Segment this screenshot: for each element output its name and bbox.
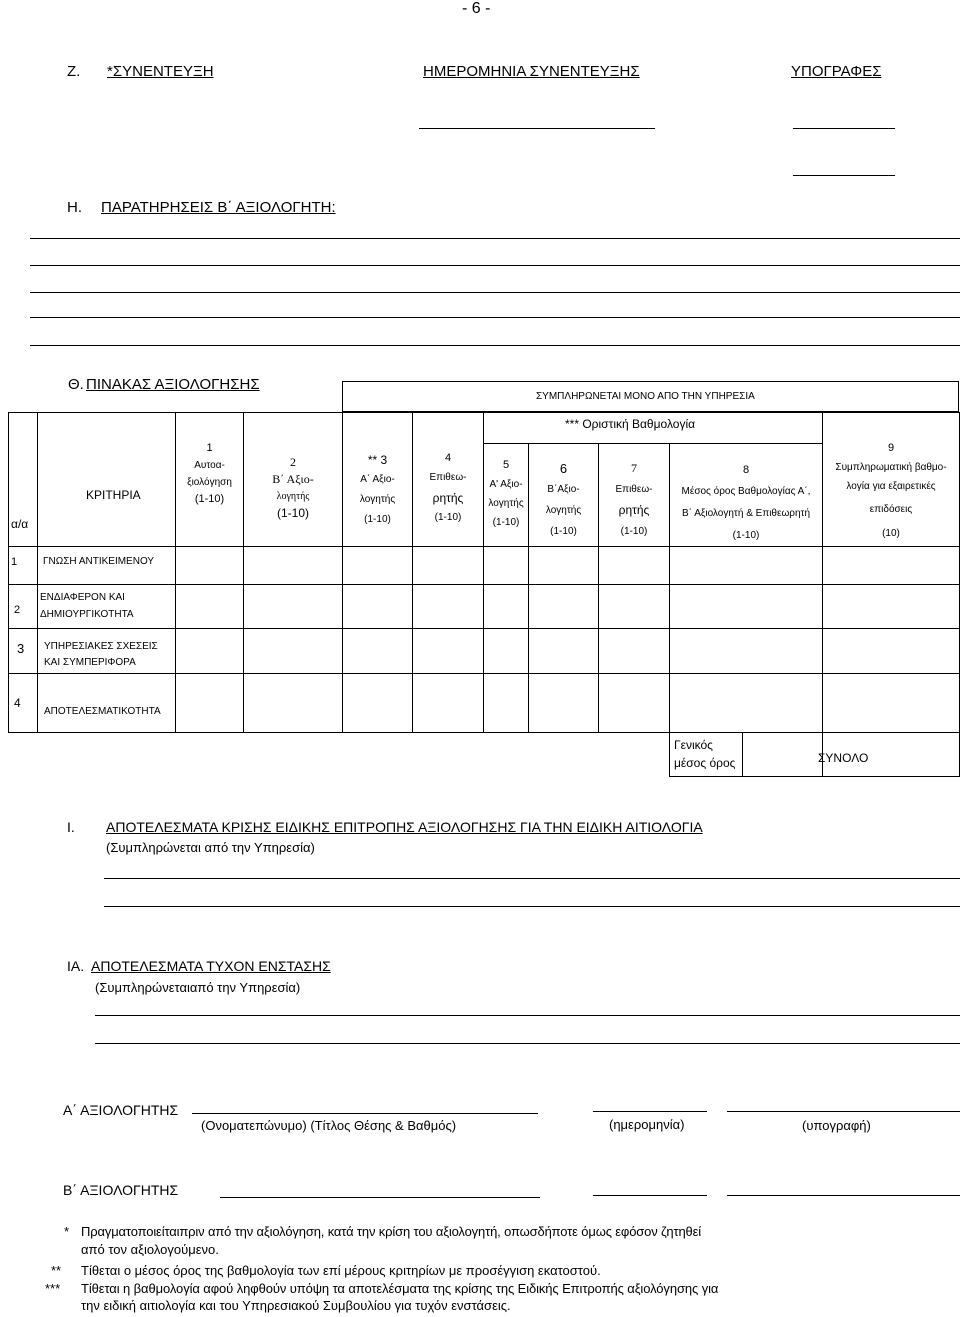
col5-header: 5 Α' Αξιο- λογητής (1-10) (488, 459, 524, 528)
row-4-label: ΑΠΟΤΕΛΕΣΜΑΤΙΚΟΤΗΤΑ (44, 706, 161, 717)
row-3-number: 3 (17, 641, 25, 656)
col1-header: 1 Αυτοα- ξιολόγηση (1-10) (187, 442, 232, 505)
col7-header: 7 Επιθεω- ρητής (1-10) (615, 461, 653, 537)
remarks-line-1[interactable] (30, 238, 960, 239)
evaluator-a-name-line[interactable] (192, 1113, 538, 1114)
row-1-label: ΓΝΩΣΗ ΑΝΤΙΚΕΙΜΕΝΟΥ (43, 556, 155, 567)
col2-header: 2 Β΄ Αξιο- λογητής (1-10) (272, 455, 314, 520)
objection-heading: ΑΠΟΤΕΛΕΣΜΑΤΑ ΤΥΧΟΝ ΕΝΣΤΑΣΗΣ (91, 958, 331, 974)
objection-line-1[interactable] (95, 1015, 960, 1016)
special-committee-note: (Συμπληρώνεται από την Υπηρεσία) (106, 840, 315, 855)
footnote-1-text: Πραγματοποιείταιπριν από την αξιολόγηση, κατά την κρίση του αξιολογητή, οπωσδήποτε όμως εφόσον ζητηθεί (81, 1224, 701, 1239)
aa-header: α/α (11, 517, 29, 531)
evaluator-a-label: Α΄ ΑΞΙΟΛΟΓΗΤΗΣ (63, 1102, 179, 1118)
row-1-number: 1 (11, 556, 18, 568)
signature-line-1[interactable] (793, 128, 895, 129)
remarks-heading: ΠΑΡΑΤΗΡΗΣΕΙΣ Β΄ ΑΞΙΟΛΟΓΗΤΗ: (101, 199, 336, 216)
remarks-line-2[interactable] (30, 265, 960, 266)
footnote-2-text: Τίθεται ο μέσος όρος της βαθμολογία των επί μέρους κριτηρίων με προσέγγιση εκατοστού. (81, 1263, 601, 1278)
date-caption: (ημερομηνία) (609, 1117, 685, 1132)
service-only-label: ΣΥΜΠΛΗΡΩΝΕΤΑΙ ΜΟΝΟ ΑΠΟ ΤΗΝ ΥΠΗΡΕΣΙΑ (536, 391, 755, 402)
row-3-label: ΥΠΗΡΕΣΙΑΚΕΣ ΣΧΕΣΕΙΣ ΚΑΙ ΣΥΜΠΕΡΙΦΟΡΑ (44, 641, 158, 668)
col9-header: 9 Συμπληρωματική βαθμο- λογία για εξαιρετικές επιδόσεις (10) (835, 442, 947, 539)
remarks-line-5[interactable] (30, 345, 960, 346)
footnote-1-mark: * (64, 1224, 70, 1239)
footnote-3-mark: *** (45, 1281, 61, 1296)
signature-caption: (υπογραφή) (802, 1118, 871, 1133)
remarks-line-4[interactable] (30, 317, 960, 318)
objection-line-2[interactable] (95, 1043, 960, 1044)
row-2-label: ΕΝΔΙΑΦΕΡΟΝ ΚΑΙ ΔΗΜΙΟΥΡΓΙΚΟΤΗΤΑ (40, 592, 134, 620)
row-4-number: 4 (14, 696, 21, 710)
total-label: ΣΥΝΟΛΟ (818, 751, 869, 765)
criteria-header: ΚΡΙΤΗΡΙΑ (86, 488, 141, 502)
special-committee-line-1[interactable] (104, 878, 960, 879)
evaluator-a-date-line[interactable] (593, 1111, 707, 1112)
col6-header: 6 Β΄Αξιο- λογητής (1-10) (545, 461, 582, 537)
remarks-line-3[interactable] (30, 292, 960, 293)
col3-header: ** 3 Α΄ Αξιο- λογητής (1-10) (359, 453, 396, 525)
footnote-3-text-cont: την ειδική αιτιολογία και του Υπηρεσιακού Συμβουλίου για τυχόν ενστάσεις. (81, 1298, 511, 1313)
interview-heading: *ΣΥΝΕΝΤΕΥΞΗ (107, 63, 214, 80)
special-committee-line-2[interactable] (104, 906, 960, 907)
evaluator-b-date-line[interactable] (593, 1195, 707, 1196)
interview-date-heading: ΗΜΕΡΟΜΗΝΙΑ ΣΥΝΕΝΤΕΥΞΗΣ (423, 63, 640, 80)
section-theta-letter: Θ. (68, 376, 84, 393)
section-ia-letter: ΙΑ. (67, 958, 85, 974)
special-committee-heading: ΑΠΟΤΕΛΕΣΜΑΤΑ ΚΡΙΣΗΣ ΕΙΔΙΚΗΣ ΕΠΙΤΡΟΠΗΣ ΑΞΙΟΛΟΓΗΣΗΣ ΓΙΑ ΤΗΝ ΕΙΔΙΚΗ ΑΙΤΙΟΛΟΓΙΑ (106, 819, 703, 835)
evaluator-b-label: Β΄ ΑΞΙΟΛΟΓΗΤΗΣ (63, 1182, 179, 1198)
row-2-number: 2 (14, 604, 21, 616)
footnote-1-text-cont: από τον αξιολογούμενο. (81, 1242, 219, 1257)
evaluation-table-heading: ΠΙΝΑΚΑΣ ΑΞΙΟΛΟΓΗΣΗΣ (86, 376, 260, 393)
section-i-letter: Ι. (67, 819, 75, 835)
col4-header: 4 Επιθεω- ρητής (1-10) (429, 452, 467, 523)
signatures-heading: ΥΠΟΓΡΑΦΕΣ (791, 63, 882, 80)
name-title-caption: (Ονοματεπώνυμο) (Τίτλος Θέσης & Βαθμός) (201, 1118, 457, 1133)
final-grading-label: *** Οριστική Βαθμολογία (565, 417, 696, 431)
interview-date-line[interactable] (419, 128, 655, 129)
evaluator-b-signature-line[interactable] (727, 1195, 960, 1196)
page-number: - 6 - (462, 0, 491, 17)
footnote-3-text: Τίθεται η βαθμολογία αφού ληφθούν υπόψη τα αποτελέσματα της κρίσης της Ειδικής Επιτροπής αξιολόγησης για (81, 1281, 719, 1296)
col8-header: 8 Μέσος όρος Βαθμολογίας Α΄, Β΄ Αξιολογητή & Επιθεωρητή (1-10) (681, 464, 811, 541)
evaluator-b-name-line[interactable] (220, 1197, 540, 1198)
section-z-letter: Ζ. (67, 63, 81, 80)
general-average-label: Γενικός μέσος όρος (674, 738, 736, 770)
signature-line-2[interactable] (793, 175, 895, 176)
evaluator-a-signature-line[interactable] (727, 1111, 960, 1112)
objection-note: (Συμπληρώνεταιαπό την Υπηρεσία) (95, 980, 301, 995)
section-h-letter: Η. (67, 199, 82, 216)
footnote-2-mark: ** (51, 1263, 62, 1278)
